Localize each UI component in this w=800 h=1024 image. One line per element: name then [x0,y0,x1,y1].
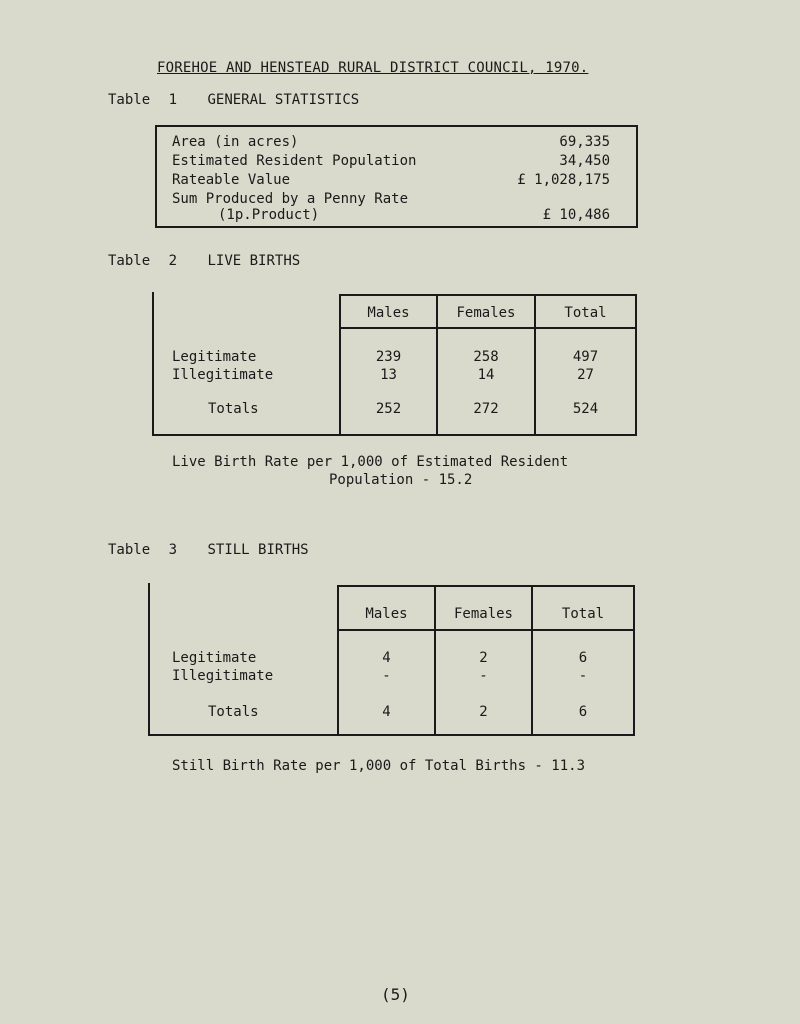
table1-label: Table 1 GENERAL STATISTICS [108,92,360,108]
table3-left-border [148,583,150,736]
table1-row-value: £ 10,486 [542,207,610,223]
table2-row-label: Totals [208,401,259,417]
table3-bottom-border [148,734,635,736]
table3-cell: 6 [578,650,588,666]
table2-cell: 258 [473,349,499,365]
table1-row-value: £ 1,028,175 [517,172,610,188]
table3-col-header: Males [365,606,408,622]
table1-right-border [636,125,638,228]
table2-note: Population - 15.2 [329,472,473,488]
table3-top-border [337,585,635,587]
table2-left-border [152,292,154,436]
table2-cell: 252 [375,401,402,417]
table2-col-header: Total [564,305,607,321]
table3-cell: - [479,668,488,684]
table3-row-label: Illegitimate [172,668,274,684]
table3-cell: 6 [578,704,588,720]
table3-right-border [633,585,635,736]
table2-cell: 497 [572,349,599,365]
table1-row-label: Estimated Resident Population [172,153,417,169]
table2-row-label: Illegitimate [172,367,274,383]
page-number: (5) [381,985,410,1004]
table1-row-label: Sum Produced by a Penny Rate [172,191,409,207]
table3-cell: - [382,668,391,684]
table2-cell: 524 [572,401,599,417]
table3-cell: 2 [479,704,488,720]
table3-row-label: Legitimate [172,650,257,666]
document-title: FOREHOE AND HENSTEAD RURAL DISTRICT COUNCIL, 1970. [157,60,589,76]
table1-row-value: 69,335 [559,134,610,150]
table2-col-header: Males [367,305,410,321]
table3-cell: 4 [382,650,391,666]
table3-cell: 4 [382,704,391,720]
table3-note: Still Birth Rate per 1,000 of Total Births - 11.3 [172,758,586,774]
table3-col-header: Total [561,606,605,622]
table1-row-label: Rateable Value [172,172,291,188]
table1-row-value: 34,450 [559,153,610,169]
table2-label: Table 2 LIVE BIRTHS [108,253,301,269]
table2-cell: 272 [473,401,499,417]
table2-cell: 13 [380,367,397,383]
table3-cell: 2 [479,650,488,666]
table3-label: Table 3 STILL BIRTHS [108,542,309,558]
table2-note: Live Birth Rate per 1,000 of Estimated Resident [172,454,569,470]
table2-row-label: Legitimate [172,349,257,365]
table3-col-header: Females [453,606,513,622]
table2-col-header: Females [456,305,516,321]
table1-row-label: Area (in acres) [172,134,299,150]
table3-row-label: Totals [208,704,259,720]
table3-header-divider [337,629,635,631]
table2-cell: 14 [477,367,495,383]
table2-header-divider [339,327,637,329]
table2-right-border [635,294,637,436]
table1-bottom-border [155,226,638,228]
table2-cell: 239 [375,349,402,365]
table2-cell: 27 [577,367,594,383]
table2-top-border [339,294,637,296]
table3-cell: - [578,668,588,684]
table1-row-label-continued: (1p.Product) [218,207,320,223]
table2-bottom-border [152,434,637,436]
